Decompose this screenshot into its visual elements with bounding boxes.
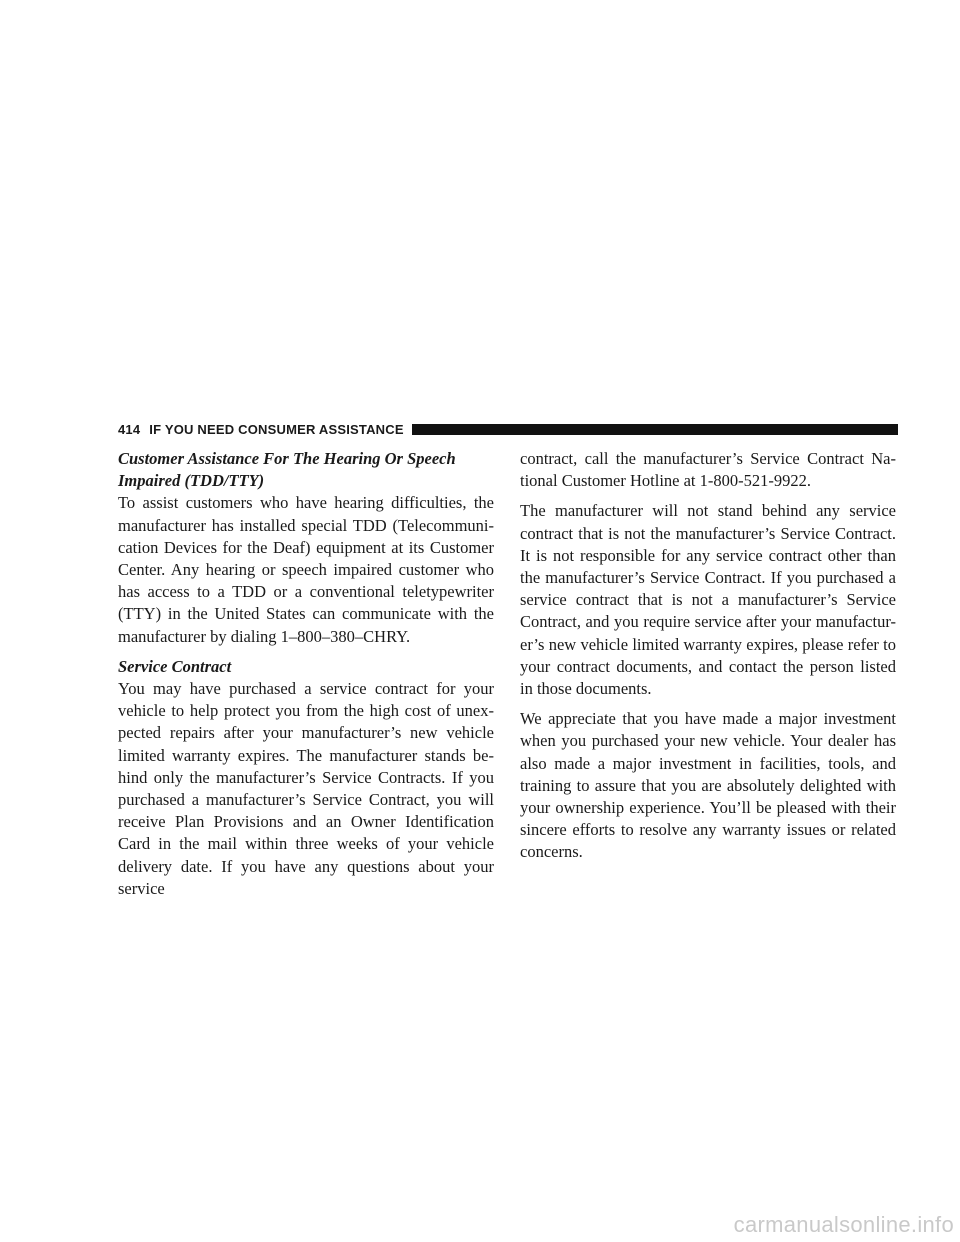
header-rule [412,424,898,435]
non-manufacturer-contract-paragraph: The manufacturer will not stand behind any service contract that is not the manufacturer’s Service Contract. It is not responsible for any service contract other than the manufacturer’s Service Contract. If you purchased a service contract that is not a manufacturer’s Service Contract, and you require service after your manufactur-er’s new vehicle limited warranty expires, please refer to your contract documents, and contact the person listed in those documents. [520,501,896,699]
section-title: IF YOU NEED CONSUMER ASSISTANCE [149,421,404,437]
right-column [520,448,896,872]
section-heading-tdd [118,448,494,492]
section-heading-tdd-line1: Customer Assistance For The Hearing Or Speech [118,449,456,468]
watermark: carmanualsonline.info [733,1212,954,1237]
section-heading-service-contract: Service Contract [118,656,232,676]
hotline-paragraph: contract, call the manufacturer’s Service Contract Na-tional Customer Hotline at 1-800-521-9922. [520,449,896,491]
tdd-paragraph: To assist customers who have hearing difficulties, the manufacturer has installed special TDD (Telecommuni-cation Devices for the Deaf) equipment at its Customer Center. Any hearing or speech impaired customer who has access to a TDD or a conventional teletypewriter (TTY) in the United States can communicate with the manufacturer by dialing 1–800–380–CHRY. [118,493,494,646]
dealer-investment-paragraph: We appreciate that you have made a major investment when you purchased your new vehicle. Your dealer has also made a major investment in facilities, tools, and training to assure that you are absolutely delighted with your ownership experience. You’ll be pleased with their sincere efforts to resolve any warranty issues or related concerns. [520,709,896,862]
left-column [118,448,494,908]
service-contract-paragraph: You may have purchased a service contract for your vehicle to help protect you from the high cost of unex-pected repairs after your manufacturer’s new vehicle limited warranty expires. The manufacturer stands be-hind only the manufacturer’s Service Contracts. If you purchased a manufacturer’s Service Contract, you will receive Plan Provisions and an Owner Identification Card in the mail within three weeks of your vehicle delivery date. If you have any questions about your service [118,679,494,898]
page-number: 414 [118,421,141,437]
section-heading-tdd-line2: Impaired (TDD/TTY) [118,471,265,491]
running-header [118,420,898,438]
